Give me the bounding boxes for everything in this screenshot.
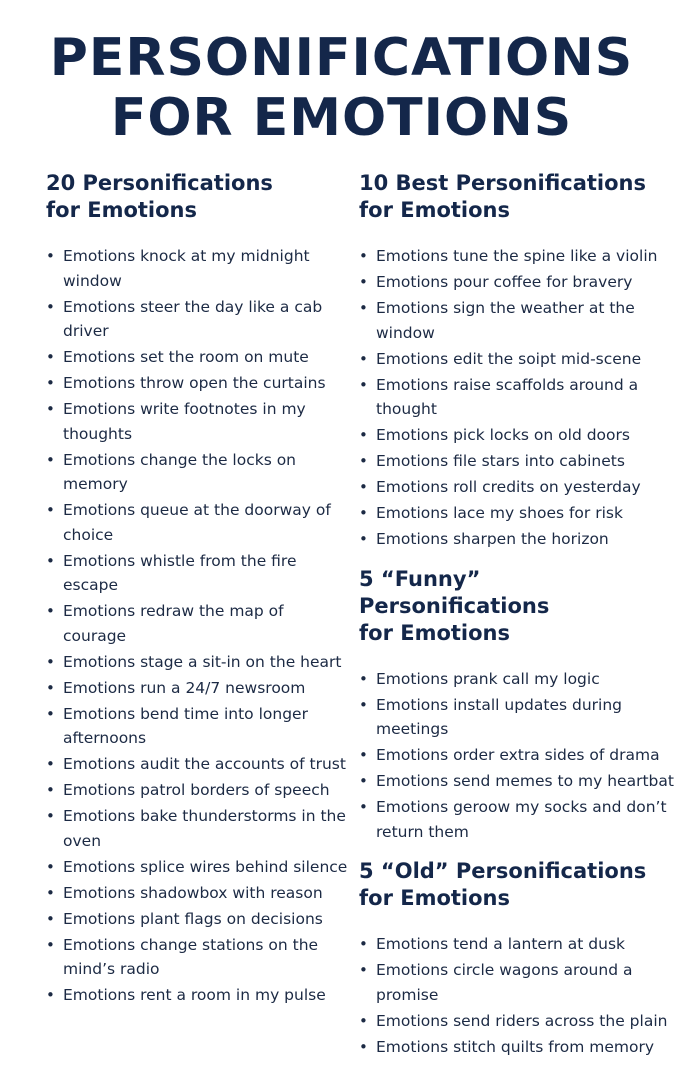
list-item: • Emotions raise scaffolds around a thought [359,373,677,422]
heading-line-1: 10 Best Personifications [359,171,646,195]
section-10-best [359,170,677,552]
heading-line-2: for Emotions [359,886,510,910]
heading-line-2: for Emotions [46,198,197,222]
bullet-list [359,932,677,1059]
list-item: • Emotions install updates during meetings [359,693,677,742]
heading-line-1: 20 Personifications [46,171,273,195]
list-item: • Emotions edit the soipt mid-scene [359,347,677,372]
list-item: • Emotions send riders across the plain [359,1009,677,1034]
list-item: • Emotions stitch quilts from memory [359,1035,677,1060]
left-column [46,170,351,1022]
list-item: • Emotions geroow my socks and don’t return them [359,795,677,844]
bullet-list [359,244,677,552]
list-item: • Emotions bake thunderstorms in the oven [46,804,351,853]
list-item: • Emotions file stars into cabinets [359,449,677,474]
list-item: • Emotions change the locks on memory [46,448,351,497]
list-item: • Emotions steer the day like a cab driver [46,295,351,344]
list-item: • Emotions tune the spine like a violin [359,244,677,269]
list-item: • Emotions rent a room in my pulse [46,983,351,1008]
list-item: • Emotions throw open the curtains [46,371,351,396]
section-heading [359,858,677,912]
page-title-line-1: PERSONIFICATIONS [49,28,634,88]
list-item: • Emotions redraw the map of courage [46,599,351,648]
list-item: • Emotions sign the weather at the window [359,296,677,345]
list-item: • Emotions sharpen the horizon [359,527,677,552]
list-item: • Emotions splice wires behind silence [46,855,351,880]
list-item: • Emotions circle wagons around a promise [359,958,677,1007]
list-item: • Emotions whistle from the fire escape [46,549,351,598]
list-item: • Emotions pour coffee for bravery [359,270,677,295]
heading-line-2: for Emotions [359,620,510,645]
section-heading [46,170,351,224]
heading-line-1: 5 “Old” Personifications [359,859,647,883]
list-item: • Emotions prank call my logic [359,667,677,692]
list-item: • Emotions bend time into longer afternoons [46,702,351,751]
list-item: • Emotions tend a lantern at dusk [359,932,677,957]
list-item: • Emotions patrol borders of speech [46,778,351,803]
right-column [359,170,677,1073]
section-heading [359,170,677,224]
list-item: • Emotions plant flags on decisions [46,907,351,932]
list-item: • Emotions lace my shoes for risk [359,501,677,526]
list-item: • Emotions change stations on the mind’s radio [46,933,351,982]
list-item: • Emotions knock at my midnight window [46,244,351,293]
list-item: • Emotions shadowbox with reason [46,881,351,906]
list-item: • Emotions pick locks on old doors [359,423,677,448]
bullet-list [359,667,677,845]
list-item: • Emotions audit the accounts of trust [46,752,351,777]
section-20-personifications [46,170,351,1008]
list-item: • Emotions stage a sit-in on the heart [46,650,351,675]
list-item: • Emotions set the room on mute [46,345,351,370]
section-heading [359,566,677,647]
list-item: • Emotions write footnotes in my thoughts [46,397,351,446]
section-5-old [359,858,677,1059]
list-item: • Emotions order extra sides of drama [359,743,677,768]
page-title [0,28,683,148]
section-5-funny [359,566,677,845]
bullet-list [46,244,351,1008]
heading-line-1: 5 “Funny” Personifications [359,566,550,618]
list-item: • Emotions roll credits on yesterday [359,475,677,500]
heading-line-2: for Emotions [359,198,510,222]
page-title-line-2: FOR EMOTIONS [110,88,573,148]
list-item: • Emotions queue at the doorway of choice [46,498,351,547]
list-item: • Emotions send memes to my heartbat [359,769,677,794]
list-item: • Emotions run a 24/7 newsroom [46,676,351,701]
